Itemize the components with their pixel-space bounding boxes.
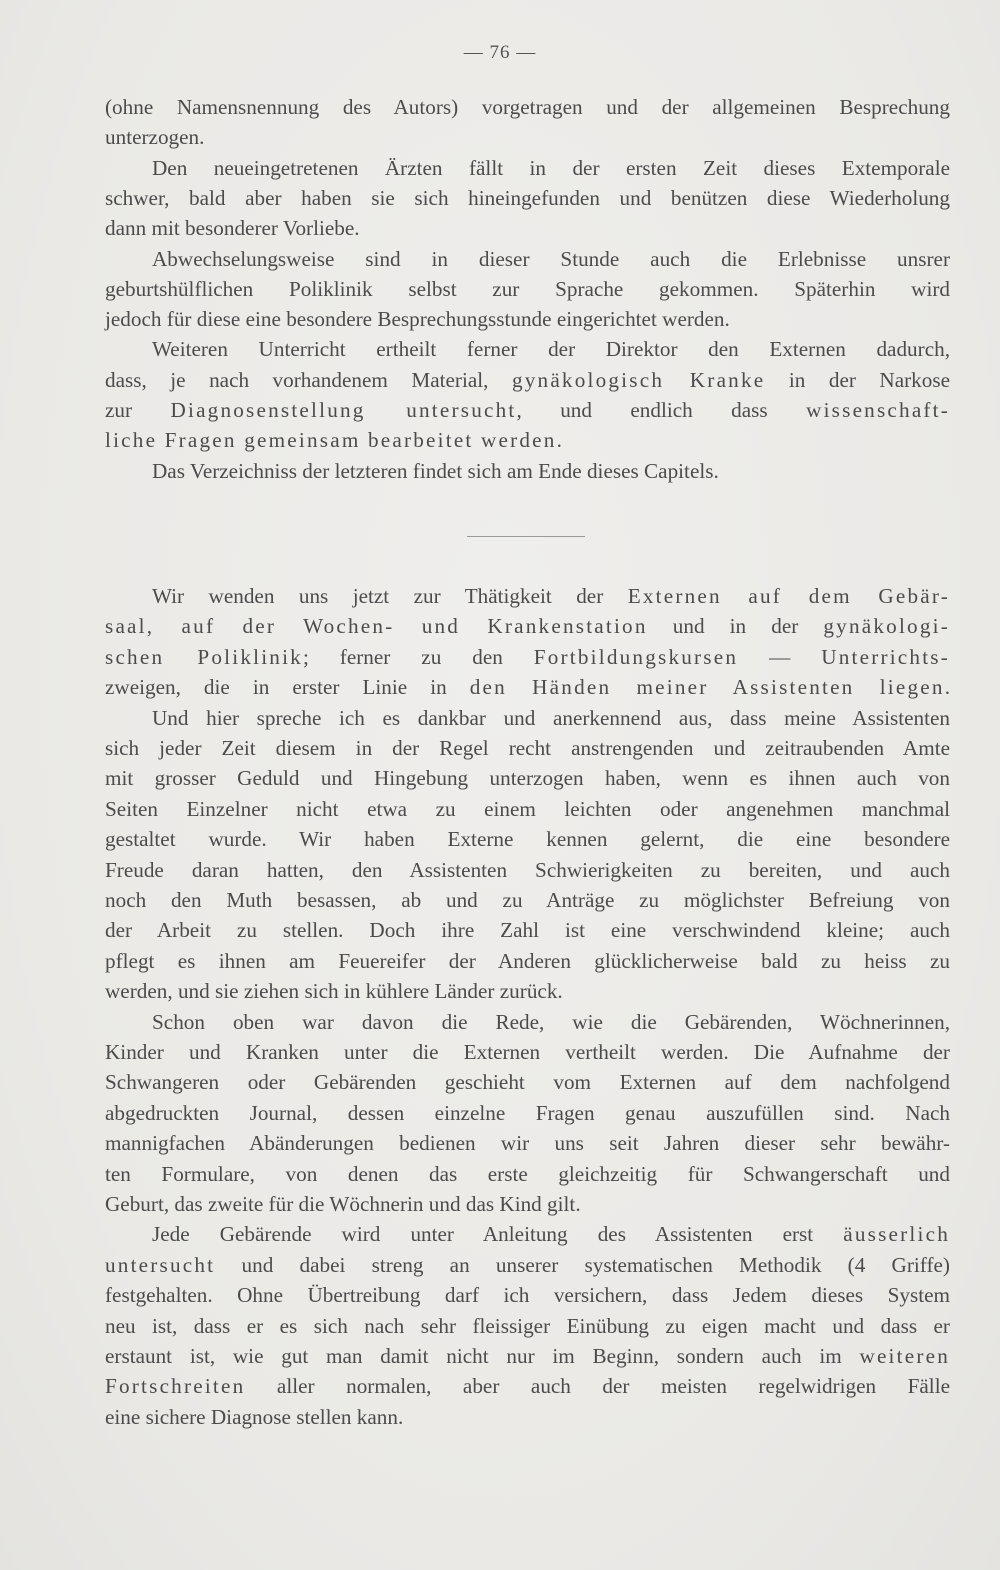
text-line: Schon oben war davon die Rede, wie die Gebärenden, Wöchnerinnen, — [152, 1009, 950, 1034]
text-line: Seiten Einzelner nicht etwa zu einem leichten oder angenehmen manchmal — [105, 796, 950, 821]
text-line: schwer, bald aber haben sie sich hineingefunden und benützen diese Wiederholung — [105, 185, 950, 210]
text-line: Schwangeren oder Gebärenden geschieht vom Externen auf dem nachfolgend — [105, 1070, 950, 1095]
text-line: dann mit besonderer Vorliebe. — [105, 216, 360, 241]
text-line: neu ist, dass er es sich nach sehr fleissiger Einübung zu eigen macht und dass er — [105, 1313, 950, 1338]
text-line: gestaltet wurde. Wir haben Externe kennen gelernt, die eine besondere — [105, 827, 950, 852]
text-line: werden, und sie ziehen sich in kühlere Länder zurück. — [105, 979, 563, 1004]
emphasis: den Händen meiner Assistenten liegen — [469, 675, 945, 700]
text-line: ten Formulare, von denen das erste gleichzeitig für Schwangerschaft und — [105, 1161, 950, 1186]
emphasis: liche Fragen gemeinsam bearbeitet werden — [105, 428, 557, 453]
text-line: unterzogen. — [105, 125, 205, 150]
text-line: liche Fragen gemeinsam bearbeitet werden. — [105, 428, 562, 453]
emphasis: untersucht — [105, 1252, 216, 1277]
text-line: schen Poliklinik; ferner zu den Fortbildungskursen — Unterrichts- — [105, 644, 950, 669]
text-line: geburtshülflichen Poliklinik selbst zur Sprache gekommen. Späterhin wird — [105, 276, 950, 301]
text-line: jedoch für diese eine besondere Besprechungsstunde eingerichtet werden. — [105, 307, 730, 332]
emphasis: Diagnosenstellung untersucht — [170, 398, 517, 422]
text-line: mit grosser Geduld und Hingebung unterzogen haben, wenn es ihnen auch von — [105, 766, 950, 791]
emphasis: untersucht — [406, 398, 517, 422]
emphasis: gynäkologi- — [823, 614, 950, 639]
text-line: erstaunt ist, wie gut man damit nicht nur im Beginn, sondern auch im weiteren — [105, 1344, 950, 1368]
text-line: eine sichere Diagnose stellen kann. — [105, 1404, 404, 1429]
text-line: dass, je nach vorhandenem Material, gynäkologisch Kranke in der Narkose — [105, 367, 950, 392]
page-number: — 76 — — [463, 42, 537, 63]
text-line: saal, auf der Wochen- und Krankenstation und in der gynäkologi- — [105, 614, 950, 639]
text-line: (ohne Namensnennung des Autors) vorgetragen und der allgemeinen Besprechung — [105, 95, 950, 119]
emphasis: weiteren — [859, 1344, 950, 1368]
text-line: Den neueingetretenen Ärzten fällt in der ersten Zeit dieses Extemporale — [152, 155, 950, 180]
emphasis: äusserlich — [843, 1222, 950, 1247]
text-line: zweigen, die in erster Linie in den Händen meiner Assistenten liegen. — [105, 675, 950, 700]
text-line: Freude daran hatten, den Assistenten Schwierigkeiten zu bereiten, und auch — [105, 857, 950, 882]
text-line: abgedruckten Journal, dessen einzelne Fragen genau auszufüllen sind. Nach — [105, 1100, 950, 1125]
text-line: Und hier spreche ich es dankbar und anerkennend aus, dass meine Assistenten — [152, 705, 950, 730]
text-line: untersucht und dabei streng an unserer systematischen Methodik (4 Griffe) — [105, 1252, 950, 1277]
emphasis: Externen auf dem Gebär- — [627, 584, 950, 608]
text-line: noch den Muth besassen, ab und zu Anträge zu möglichster Befreiung von — [105, 888, 950, 912]
emphasis: schen Poliklinik — [105, 644, 303, 669]
emphasis: saal, auf der Wochen- und Krankenstation — [105, 614, 648, 639]
text-line: Fortschreiten aller normalen, aber auch der meisten regelwidrigen Fälle — [105, 1374, 950, 1399]
text-line: festgehalten. Ohne Übertreibung darf ich versichern, dass Jedem dieses System — [105, 1283, 950, 1308]
text-line: Weiteren Unterricht ertheilt ferner der Direktor den Externen dadurch, — [152, 337, 950, 362]
text-line: pflegt es ihnen am Feuereifer der Anderen glücklicherweise bald zu heiss zu — [105, 948, 950, 973]
section-divider — [467, 536, 585, 537]
text-line: mannigfachen Abänderungen bedienen wir uns seit Jahren dieser sehr bewähr- — [105, 1131, 950, 1156]
emphasis: Unterrichts- — [821, 644, 950, 669]
text-line: der Arbeit zu stellen. Doch ihre Zahl ist eine verschwindend kleine; auch — [105, 918, 950, 943]
text-line: Das Verzeichniss der letzteren findet sich am Ende dieses Capitels. — [152, 458, 719, 483]
text-line: Jede Gebärende wird unter Anleitung des Assistenten erst äusserlich — [152, 1222, 950, 1247]
emphasis: wissenschaft- — [806, 398, 951, 422]
text-line: zur Diagnosenstellung untersucht, und endlich dass wissenschaft- — [105, 398, 951, 422]
text-line: Wir wenden uns jetzt zur Thätigkeit der Externen auf dem Gebär- — [152, 584, 950, 608]
emphasis: Fortschreiten — [105, 1374, 246, 1399]
text-line: Abwechselungsweise sind in dieser Stunde auch die Erlebnisse unsrer — [152, 246, 950, 271]
text-line: Geburt, das zweite für die Wöchnerin und das Kind gilt. — [105, 1192, 581, 1216]
emphasis: Fortbildungskursen — [533, 644, 739, 669]
text-line: Kinder und Kranken unter die Externen vertheilt werden. Die Aufnahme der — [105, 1040, 950, 1064]
text-line: sich jeder Zeit diesem in der Regel recht anstrengenden und zeitraubenden Amte — [105, 736, 950, 760]
emphasis: gynäkologisch Kranke — [511, 367, 766, 392]
